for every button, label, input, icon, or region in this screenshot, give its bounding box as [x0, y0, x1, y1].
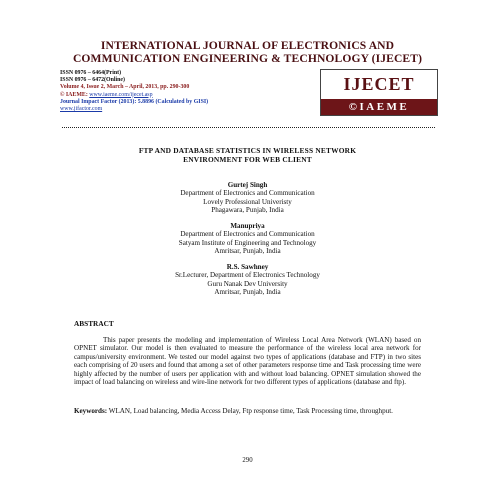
author-name: R.S. Sawhney [226, 263, 269, 271]
journal-title-line-2: COMMUNICATION ENGINEERING & TECHNOLOGY (IJECET) [72, 52, 423, 65]
author-block-3 [60, 263, 435, 296]
issn-print: ISSN 0976 – 6464(Print) [60, 70, 122, 76]
journal-title-line-1: INTERNATIONAL JOURNAL OF ELECTRONICS AND [100, 39, 395, 52]
keywords-label: Keywords: [74, 407, 108, 415]
author-affiliation: Satyam Institute of Engineering and Technology [178, 238, 317, 247]
jifactor-link[interactable]: www.jifactor.com [60, 106, 103, 113]
keywords-text: WLAN, Load balancing, Media Access Delay, Ftp response time, Task Processing time, throughput. [107, 407, 393, 415]
impact-factor: Journal Impact Factor (2013): 5.8896 (Calculated by GISI) [60, 98, 209, 105]
page-number: 290 [242, 457, 253, 464]
volume-info: Volume 4, Issue 2, March – April, 2013, pp. 290-300 [60, 84, 190, 91]
iaeme-prefix: © IAEME: [60, 91, 88, 98]
author-affiliation: Lovely Professional Univeristy [203, 197, 292, 206]
journal-meta [60, 70, 320, 113]
keywords [74, 407, 421, 415]
author-affiliation: Department of Electronics and Communication [180, 189, 315, 198]
author-affiliation: Department of Electronics and Communication [180, 230, 315, 239]
issn-online: ISSN 0976 – 6472(Online) [60, 77, 125, 84]
author-block-2 [60, 222, 435, 255]
abstract-body: This paper presents the modeling and implementation of Wireless Local Area Network (WLAN) based on OPNET simulator. Our model is then evaluated to measure the performance of the wireless local area network for campus/university environment. We tested our model against two types of applications (database and FTP) in two sites each comprising of 20 users and found that among a set of other parameters response time and Task processing time were highly affected by the number of users per application with and without load balancing. OPNET simulation showed the impact of load balancing on wireless and wire-line network for two different types of applications (database and ftp). [74, 336, 421, 387]
author-name: Gurtej Singh [227, 181, 268, 189]
journal-title [20, 39, 475, 65]
abstract-heading: ABSTRACT [74, 319, 114, 328]
author-affiliation: Amritsar, Punjab, India [214, 287, 281, 296]
logo-name: IJECET [343, 73, 415, 94]
logo-publisher: ©IAEME [321, 99, 437, 115]
header-divider [62, 127, 435, 128]
paper-title-line-2: ENVIRONMENT FOR WEB CLIENT [183, 155, 312, 164]
journal-logo [320, 69, 438, 116]
author-affiliation: Guru Nanak Dev University [207, 279, 288, 288]
author-affiliation: Phagawara, Punjab, India [211, 205, 284, 214]
author-affiliation: Sr.Lecturer, Department of Electronics Technology [175, 271, 320, 280]
author-block-1 [60, 181, 435, 214]
author-affiliation: Amritsar, Punjab, India [214, 246, 281, 255]
iaeme-line [60, 92, 320, 99]
paper-title-line-1: FTP AND DATABASE STATISTICS IN WIRELESS NETWORK [138, 146, 357, 155]
author-name: Manupriya [230, 222, 265, 230]
paper-title [60, 146, 435, 164]
iaeme-link[interactable]: www.iaeme.com/ijecet.asp [89, 91, 153, 98]
